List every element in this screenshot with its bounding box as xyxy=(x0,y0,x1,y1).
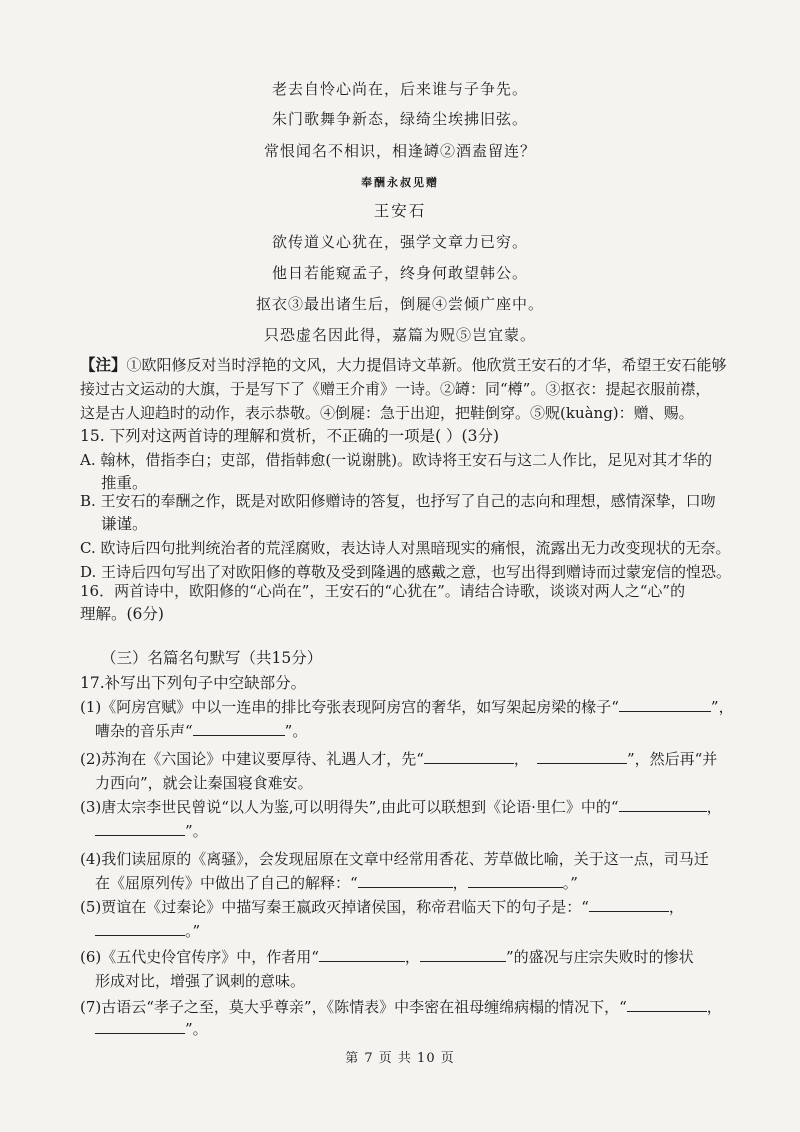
item1-text-c: 嘈杂的音乐声“ xyxy=(95,722,193,740)
q15-stem: 15. 下列对这两首诗的理解和赏析，不正确的一项是( ）(3分) xyxy=(80,427,500,445)
section3-heading: （三）名篇名句默写（共15分） xyxy=(101,649,323,667)
item5-text-b: ， xyxy=(668,898,684,916)
item5-text-c: 。” xyxy=(185,922,201,940)
item4-text-b: 在《屈原列传》中做出了自己的解释：“ xyxy=(95,874,358,892)
q17-item-3-cont xyxy=(95,820,208,842)
answer-blank[interactable] xyxy=(627,996,707,1012)
q17-item-7-cont xyxy=(95,1018,208,1040)
q17-item-2-cont: 力西向”，就会让秦国寝食难安。 xyxy=(95,774,313,792)
item3-text-c: ”。 xyxy=(185,822,208,840)
answer-blank[interactable] xyxy=(424,748,514,764)
answer-blank[interactable] xyxy=(537,748,627,764)
q16-line-2: 理解。(6分) xyxy=(80,605,164,623)
q15-option-a: A. 翰林，借指李白；吏部，借指韩愈(一说谢朓)。欧诗将王安石与这二人作比，足见对其才华的 xyxy=(80,451,713,469)
q17-item-5 xyxy=(80,896,684,918)
answer-blank[interactable] xyxy=(95,920,185,936)
item6-text-a: (6)《五代史伶官传序》中，作者用“ xyxy=(80,948,319,966)
item2-text-a: (2)苏洵在《六国论》中建议要厚待、礼遇人才，先“ xyxy=(80,750,424,768)
q17-item-1-cont xyxy=(95,720,307,742)
answer-blank[interactable] xyxy=(358,872,453,888)
item1-text-d: ”。 xyxy=(284,722,308,740)
q17-item-4-cont xyxy=(95,872,578,894)
q16-line-1: 16．两首诗中，欧阳修的“心尚在”，王安石的“心犹在”。请结合诗歌，谈谈对两人之“心”的 xyxy=(80,582,686,600)
item5-text-a: (5)贾谊在《过秦论》中描写秦王嬴政灭掉诸侯国，称帝君临天下的句子是：“ xyxy=(80,898,589,916)
item2-text-c: ”，然后再“并 xyxy=(626,750,718,768)
page-number: 第 7 页 共 10 页 xyxy=(345,1051,455,1066)
answer-blank[interactable] xyxy=(319,946,405,962)
q15-option-d: D. 王诗后四句写出了对欧阳修的尊敬及受到隆遇的感戴之意，也写出得到赠诗而过蒙宠信的惶恐。 xyxy=(80,563,732,581)
poem2-author: 王安石 xyxy=(373,202,427,220)
item1-text-a: (1)《阿房宫赋》中以一连串的排比夸张表现阿房宫的奢华，如写架起房梁的椽子“ xyxy=(80,698,619,716)
poem2-line-4: 只恐虚名因此得，嘉篇为贶⑤岂宜蒙。 xyxy=(263,326,536,344)
q17-item-4: (4)我们读屈原的《离骚》，会发现屈原在文章中经常用香花、芳草做比喻，关于这一点，司马迁 xyxy=(80,850,709,868)
q17-item-1 xyxy=(80,696,734,718)
answer-blank[interactable] xyxy=(619,696,711,712)
note-line-2: 接过古文运动的大旗，于是写下了《赠王介甫》一诗。②罇：同“樽”。③抠衣：提起衣服前襟， xyxy=(80,380,711,398)
answer-blank[interactable] xyxy=(619,796,707,812)
answer-blank[interactable] xyxy=(95,820,185,836)
item7-text-b: ， xyxy=(706,998,722,1016)
q15-option-a-cont: 推重。 xyxy=(101,474,148,492)
q17-item-2 xyxy=(80,748,717,770)
note-label: 【注】 xyxy=(80,355,127,374)
poem2-line-3: 抠衣③最出诸生后，倒屣④尝倾广座中。 xyxy=(255,295,544,313)
poem2-line-1: 欲传道义心犹在，强学文章力已穷。 xyxy=(271,233,528,251)
item7-text-a: (7)古语云“孝子之至，莫大乎尊亲”，《陈情表》中李密在祖母缠绵病榻的情况下，“ xyxy=(80,998,627,1016)
answer-blank[interactable] xyxy=(420,946,506,962)
note-line-1 xyxy=(80,354,727,376)
poem2-title: 奉酬永叔见赠 xyxy=(361,176,439,189)
item6-text-b: ， xyxy=(404,948,420,966)
q17-item-6-cont: 形成对比，增强了讽刺的意味。 xyxy=(95,972,306,990)
q15-option-b-cont: 谦谨。 xyxy=(101,515,148,533)
item7-text-c: ”。 xyxy=(185,1020,208,1038)
note-text-1: ①欧阳修反对当时浮艳的文风，大力提倡诗文革新。他欣赏王安石的才华，希望王安石能够 xyxy=(126,356,727,374)
poem1-line-2: 朱门歌舞争新态，绿绮尘埃拂旧弦。 xyxy=(271,110,528,128)
answer-blank[interactable] xyxy=(95,1018,185,1034)
poem1-line-3: 常恨闻名不相识，相逢罇②酒盍留连？ xyxy=(263,142,536,160)
item3-text-a: (3)唐太宗李世民曾说“以人为鉴,可以明得失”,由此可以联想到《论语·里仁》中的“ xyxy=(80,798,619,816)
poem2-line-2: 他日若能窥孟子，终身何敢望韩公。 xyxy=(271,264,528,282)
item3-text-b: ， xyxy=(706,798,722,816)
q17-item-7 xyxy=(80,996,722,1018)
item6-text-c: ”的盛况与庄宗失败时的惨状 xyxy=(505,948,694,966)
item1-text-b: ”， xyxy=(710,698,734,716)
q17-item-5-cont xyxy=(95,920,200,942)
note-line-3: 这是古人迎趋时的动作，表示恭敬。④倒屣：急于出迎，把鞋倒穿。⑤贶(kuàng)：赠、赐。 xyxy=(80,404,694,422)
item4-text-d: 。” xyxy=(562,874,578,892)
q15-option-b: B. 王安石的奉酬之作，既是对欧阳修赠诗的答复，也抒写了自己的志向和理想，感情深挚，口吻 xyxy=(80,492,716,510)
poem1-line-1: 老去自怜心尚在，后来谁与子争先。 xyxy=(271,80,528,98)
q15-option-c: C. 欧诗后四句批判统治者的荒淫腐败，表达诗人对黑暗现实的痛恨，流露出无力改变现状的无奈。 xyxy=(80,539,731,557)
q17-stem: 17.补写出下列句子中空缺部分。 xyxy=(80,674,307,692)
q17-item-3 xyxy=(80,796,722,818)
item2-text-b: ， xyxy=(513,750,529,768)
q17-item-6 xyxy=(80,946,694,968)
answer-blank[interactable] xyxy=(193,720,285,736)
answer-blank[interactable] xyxy=(468,872,563,888)
item4-text-c: ， xyxy=(452,874,468,892)
answer-blank[interactable] xyxy=(589,896,669,912)
